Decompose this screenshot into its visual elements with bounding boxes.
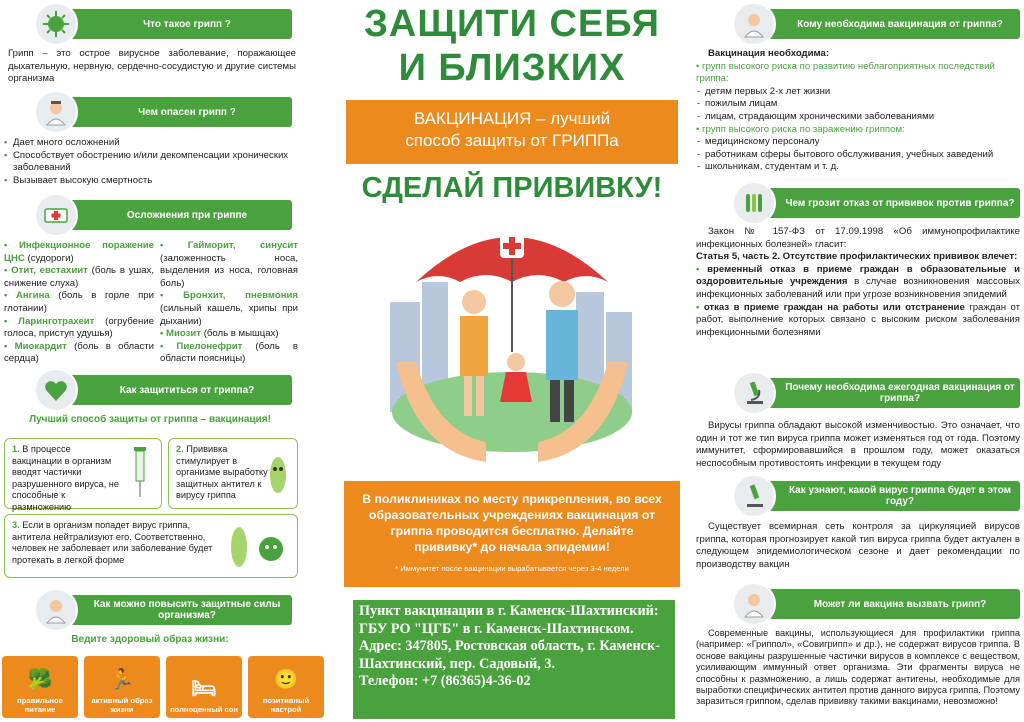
doctor-icon bbox=[34, 90, 78, 134]
right-column bbox=[690, 0, 1024, 722]
test-tubes-icon bbox=[732, 181, 776, 225]
footnote: * Иммунитет после вакцинации вырабатывается через 3-4 недели bbox=[395, 564, 629, 573]
list-item: • Миокардит (боль в области сердца) bbox=[4, 340, 154, 365]
header-label: Как защититься от гриппа? bbox=[60, 375, 292, 405]
smile-icon: 🙂 bbox=[273, 669, 299, 691]
list-item: • Инфекционное поражение ЦНС (судороги) bbox=[4, 240, 154, 264]
header-flu-danger bbox=[34, 97, 292, 127]
header-label: Что такое грипп ? bbox=[60, 9, 292, 39]
yearly-text: Вирусы гриппа обладают высокой изменчивостью. Это означает, что один и тот же тип вируса гриппа может изменяться год от года. Поэтому иммунитет, сформировавшийся в прошлом году, может оказаться неспособным противостоять инфекции в текущем году bbox=[696, 420, 1020, 469]
list-item: • Ангина (боль в горле при глотании) bbox=[4, 290, 155, 314]
doctor-icon bbox=[732, 2, 776, 46]
header-label: Как узнают, какой вирус гриппа будет в этом году? bbox=[758, 481, 1020, 511]
list-item: - работникам сферы бытового обслуживания, учебных заведений bbox=[696, 149, 1020, 162]
refusal-text: Закон № 157-ФЗ от 17.09.1998 «Об иммунопрофилактике инфекционных болезней» гласит: Статья 5, часть 2. Отсутствие профилактических прививок влечет: • временный отказ в приеме граждан в образовательные и оздоровительные учреждения в случае возникновения массовых инфекционных заболеваний или при угрозе возникновения эпидемий • отказ в приеме граждан на работы или отстранение граждан от работ, выполнение которых связано с высоким риском заболевания инфекционными болезнями bbox=[696, 226, 1021, 338]
list-item: • Пиелонефрит (боль в области поясницы) bbox=[160, 340, 298, 365]
header-yearly bbox=[732, 378, 1020, 408]
list-item: - лицам, страдающим хроническими заболеваниями bbox=[696, 111, 1020, 124]
danger-list bbox=[4, 137, 296, 187]
cause-flu-text: Современные вакцины, использующиеся для профилактики гриппа (например: «Гриппол», «Совигрипп» и др.), не содержат вирусов гриппа. В основе вакцины разрушенные частички вирусов в комплексе с веществом, усиливающим иммунный ответ организма. Эти фрагменты вируса не способны к размножению, а лишь содержат антигены, необходимые для выработки специфических антител против данного вируса гриппа. Поэтому заразиться гриппом, сделав прививку такими вакцинами, невозможно! bbox=[696, 628, 1020, 707]
complications-col2 bbox=[160, 240, 298, 366]
header-label: Кому необходима вакцинация от гриппа? bbox=[758, 9, 1020, 39]
step-3-box: 3. Если в организм попадет вирус гриппа, антитела нейтрализуют его. Соответственно, человек не заболевает или заболевание будет протекать в легкой форме bbox=[4, 514, 298, 578]
list-item: • Ларинготрахеит (огрубение голоса, приступ удушья) bbox=[4, 315, 155, 340]
list-item: • Отит, евстахиит (боль в ушах, снижение слуха) bbox=[4, 265, 155, 289]
list-item: • Миозит (боль в мышцах) bbox=[160, 328, 279, 340]
list-item: - медицинскому персоналу bbox=[696, 136, 1020, 149]
syringe-icon bbox=[125, 445, 155, 501]
protect-subtitle: Лучший способ защиты от гриппа – вакцинация! bbox=[29, 414, 271, 425]
tile-sleep: 🛏 полноценный сон bbox=[166, 656, 242, 718]
health-subtitle: Ведите здоровый образ жизни: bbox=[71, 634, 229, 645]
header-what-is-flu bbox=[34, 9, 292, 39]
microscope-icon bbox=[732, 474, 776, 518]
free-vaccination-box: В поликлиниках по месту прикрепления, во всех образовательных учреждениях вакцинация от гриппа проводится бесплатно. Делайте прививку* до начала эпидемии! * Иммунитет после вакцинации вырабатывается через 3-4 недели bbox=[344, 481, 680, 587]
header-label: Осложнения при гриппе bbox=[60, 200, 292, 230]
header-label: Чем опасен грипп ? bbox=[60, 97, 292, 127]
header-can-cause-flu bbox=[732, 589, 1020, 619]
header-immunity bbox=[34, 595, 292, 625]
headline: ЗАЩИТИ СЕБЯ И БЛИЗКИХ bbox=[364, 3, 660, 89]
antibody-icon bbox=[263, 447, 293, 501]
complications-col1 bbox=[4, 240, 154, 366]
virus-icon bbox=[34, 2, 78, 46]
tile-nutrition: 🥦 правильное питание bbox=[2, 656, 78, 718]
list-item: • Вызывает высокую смертность bbox=[4, 175, 296, 188]
header-label: Как можно повысить защитные силы организма? bbox=[60, 595, 292, 625]
family-umbrella-illustration bbox=[376, 212, 648, 476]
header-refusal bbox=[732, 188, 1020, 218]
list-item: • Дает много осложнений bbox=[4, 137, 296, 150]
doctor-icon bbox=[732, 582, 776, 626]
list-item: • Бронхит, пневмония (сильный кашель, хрипы при дыхании) bbox=[160, 290, 298, 327]
doctor-icon bbox=[34, 588, 78, 632]
header-label: Чем грозит отказ от прививок против гриппа? bbox=[758, 188, 1020, 218]
flu-definition: Грипп – это острое вирусное заболевание, поражающее дыхательную, нервную, сердечно-сосудистую и другие системы организма bbox=[8, 48, 296, 85]
list-item: - пожилым лицам bbox=[696, 98, 1020, 111]
medicine-icon bbox=[34, 193, 78, 237]
list-item: • Способствует обострению и/или декомпенсации хронических заболеваний bbox=[4, 150, 296, 175]
vaccination-point-box: Пункт вакцинации в г. Каменск-Шахтинский: ГБУ РО "ЦГБ" в г. Каменск-Шахтинском. Адрес: 347805, Ростовская область, г. Каменск-Шахтинский, пер. Садовый, 3. Телефон: +7 (86365)4-36-02 bbox=[353, 600, 675, 719]
microscope-icon bbox=[732, 371, 776, 415]
header-complications bbox=[34, 200, 292, 230]
center-column bbox=[340, 0, 684, 722]
step-1-box: 1. В процессе вакцинации в организм вводят частички разрушенного вируса, не способные к размножению bbox=[4, 438, 162, 509]
runner-icon: 🏃 bbox=[109, 669, 135, 691]
header-label: Почему необходима ежегодная вакцинация от гриппа? bbox=[758, 378, 1020, 408]
which-virus-text: Существует всемирная сеть контроля за циркуляцией вирусов гриппа, которая прогнозирует какой тип вируса гриппа будет актуален в следующем эпидемиологическом сезоне и дает рекомендации по производству вакцин bbox=[696, 521, 1020, 570]
heart-shield-icon bbox=[34, 368, 78, 412]
header-protect bbox=[34, 375, 292, 405]
header-which-virus bbox=[732, 481, 1020, 511]
make-vaccination-title: СДЕЛАЙ ПРИВИВКУ! bbox=[361, 172, 663, 204]
vaccination-banner: ВАКЦИНАЦИЯ – лучший способ защиты от ГРИППа bbox=[346, 100, 678, 164]
list-item: - школьникам, студентам и т. д. bbox=[696, 161, 1020, 174]
bed-icon: 🛏 bbox=[191, 678, 217, 700]
tile-active-life: 🏃 активный образ жизни bbox=[84, 656, 160, 718]
list-item: - детям первых 2-х лет жизни bbox=[696, 86, 1020, 99]
vegetables-icon: 🥦 bbox=[27, 669, 53, 691]
tile-positive: 🙂 позитивный настрой bbox=[248, 656, 324, 718]
step-2-box: 2. Прививка стимулирует в организме выработку защитных антител к вирусу гриппа bbox=[168, 438, 298, 509]
list-item: • Гайморит, синусит (заложенность носа, выделения из носа, головная боль) bbox=[160, 240, 298, 289]
header-who-needs bbox=[732, 9, 1020, 39]
left-column bbox=[0, 0, 310, 722]
antibody-fight-icon bbox=[221, 519, 291, 573]
header-label: Может ли вакцина вызвать грипп? bbox=[758, 589, 1020, 619]
who-needs-text: Вакцинация необходима: • групп высокого риска по развитию неблагоприятных последствий гриппа: - детям первых 2-х лет жизни - пожилым лицам - лицам, страдающим хроническими заболеваниями • групп высокого риска по заражению гриппом: - медицинскому персоналу - работникам сферы бытового обслуживания, учебных заведений - школьникам, студентам и т. д. bbox=[696, 48, 1020, 174]
